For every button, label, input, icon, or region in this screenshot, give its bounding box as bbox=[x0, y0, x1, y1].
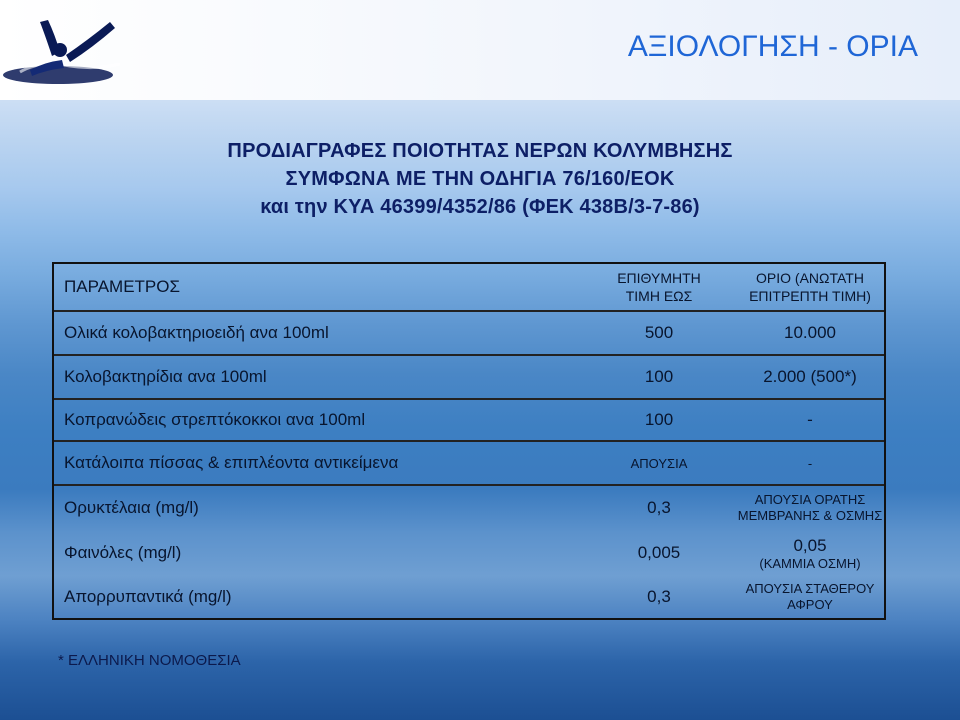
table-row bbox=[54, 354, 884, 398]
table-row bbox=[54, 398, 884, 440]
row-limit-line2: ΑΦΡΟΥ bbox=[787, 597, 833, 612]
row-parameter: Ολικά κολοβακτηριοειδή ανα 100ml bbox=[64, 323, 329, 342]
footnote: * ΕΛΛΗΝΙΚΗ ΝΟΜΟΘΕΣΙΑ bbox=[58, 652, 241, 669]
row-limit-line1: 0,05 bbox=[793, 535, 827, 555]
spec-table bbox=[52, 262, 886, 620]
swimmer-icon bbox=[0, 0, 150, 100]
row-desired: 0,3 bbox=[647, 587, 671, 606]
heading-line-1: ΠΡΟΔΙΑΓΡΑΦΕΣ ΠΟΙΟΤΗΤΑΣ ΝΕΡΩΝ ΚΟΛΥΜΒΗΣΗΣ bbox=[227, 140, 733, 162]
heading-line-3: και την ΚΥΑ 46399/4352/86 (ΦΕΚ 438Β/3-7-86) bbox=[260, 196, 700, 218]
header-desired-line2: ΤΙΜΗ ΕΩΣ bbox=[625, 288, 693, 304]
row-parameter: Κατάλοιπα πίσσας & επιπλέοντα αντικείμενα bbox=[64, 453, 399, 472]
row-limit-line2: ΜΕΜΒΡΑΝΗΣ & ΟΣΜΗΣ bbox=[737, 508, 883, 523]
row-limit: 10.000 bbox=[784, 323, 836, 342]
row-limit bbox=[734, 530, 886, 576]
row-desired: 100 bbox=[644, 410, 674, 429]
row-limit bbox=[734, 576, 886, 618]
row-limit: 2.000 (500*) bbox=[763, 367, 857, 386]
row-parameter: Κολοβακτηρίδια ανα 100ml bbox=[64, 367, 267, 386]
row-desired: 500 bbox=[644, 323, 674, 342]
row-parameter: Κοπρανώδεις στρεπτόκοκκοι ανα 100ml bbox=[64, 410, 366, 429]
row-parameter: Ορυκτέλαια (mg/l) bbox=[64, 498, 199, 517]
header-desired bbox=[584, 264, 734, 310]
row-limit: - bbox=[807, 410, 813, 429]
slide-title: ΑΞΙΟΛΟΓΗΣΗ - ΟΡΙΑ bbox=[627, 30, 918, 63]
row-parameter: Απορρυπαντικά (mg/l) bbox=[64, 587, 232, 606]
header-limit-line2: ΕΠΙΤΡΕΠΤΗ ΤΙΜΗ) bbox=[749, 288, 871, 304]
header-limit bbox=[734, 264, 886, 310]
row-parameter: Φαινόλες (mg/l) bbox=[64, 543, 182, 562]
table-row bbox=[54, 440, 884, 484]
row-limit-line1: ΑΠΟΥΣΙΑ ΟΡΑΤΗΣ bbox=[754, 492, 866, 507]
row-limit bbox=[734, 486, 886, 530]
table-row bbox=[54, 484, 884, 530]
row-limit-line2: (ΚΑΜΜΙΑ ΟΣΜΗ) bbox=[759, 555, 861, 571]
table-header-row bbox=[54, 264, 884, 310]
header-desired-line1: ΕΠΙΘΥΜΗΤΗ bbox=[617, 270, 701, 286]
header-parameter: ΠΑΡΑΜΕΤΡΟΣ bbox=[64, 277, 180, 296]
heading-line-2: ΣΥΜΦΩΝΑ ΜΕ ΤΗΝ ΟΔΗΓΙΑ 76/160/ΕΟΚ bbox=[285, 168, 675, 190]
table-row bbox=[54, 576, 884, 618]
row-desired: 0,3 bbox=[647, 498, 671, 517]
row-desired: 0,005 bbox=[637, 543, 681, 562]
row-desired: ΑΠΟΥΣΙΑ bbox=[630, 455, 688, 471]
row-desired: 100 bbox=[644, 367, 674, 386]
header-limit-line1: ΟΡΙΟ (ΑΝΩΤΑΤΗ bbox=[756, 270, 864, 286]
table-row bbox=[54, 530, 884, 576]
table-row bbox=[54, 310, 884, 354]
row-limit-line1: ΑΠΟΥΣΙΑ ΣΤΑΘΕΡΟΥ bbox=[745, 581, 875, 596]
row-limit: - bbox=[807, 455, 813, 471]
